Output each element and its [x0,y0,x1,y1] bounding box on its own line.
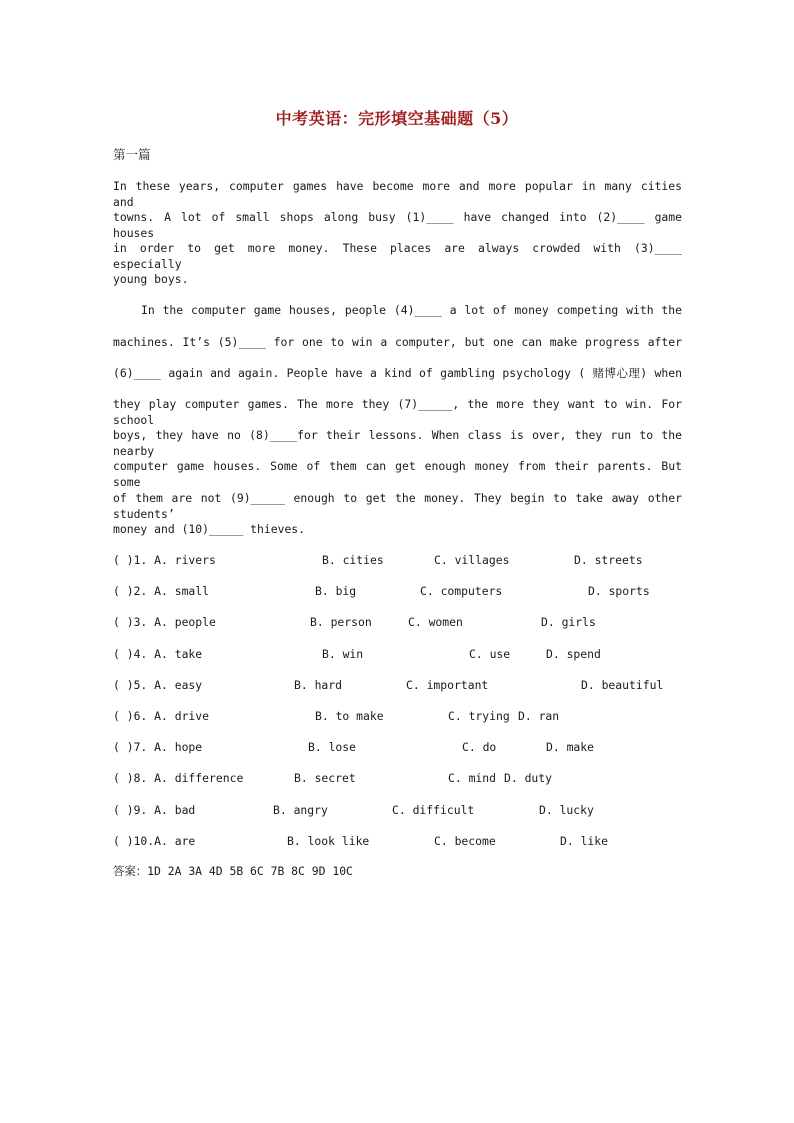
question-option-a: ( )9. A. bad [113,803,196,817]
question-option-d: D. beautiful [581,678,664,692]
question-option-b: B. to make [315,709,384,723]
question-option-d: D. streets [574,553,643,567]
question-option-a: ( )6. A. drive [113,709,210,723]
question-option-b: B. secret [294,771,356,785]
question-option-d: D. like [560,834,609,848]
question-option-a: ( )3. A. people [113,615,216,629]
question-option-c: C. use [469,647,511,661]
question-option-d: D. sports [588,584,650,598]
question-option-d: D. ran [518,709,560,723]
question-option-b: B. lose [308,740,357,754]
question-option-c: C. villages [434,553,510,567]
question-option-b: B. person [310,615,372,629]
question-option-c: C. difficult [392,803,475,817]
passage-line: machines. It’s (5)____ for one to win a computer, but one can make progress after [113,335,682,349]
question-option-a: ( )1. A. rivers [113,553,216,567]
passage-line: (6)____ again and again. People have a kind of gambling psychology ( 赌博心理) when [113,366,682,380]
question-option-c: C. computers [420,584,503,598]
section-heading: 第一篇 [113,147,151,162]
passage-line: computer game houses. Some of them can get enough money from their parents. But some [113,459,682,489]
question-option-d: D. duty [504,771,553,785]
question-option-c: C. become [434,834,496,848]
answer-key: 答案：1D 2A 3A 4D 5B 6C 7B 8C 9D 10C [113,864,353,878]
question-option-c: C. do [462,740,497,754]
passage-line: money and (10)_____ thieves. [113,522,306,536]
question-option-b: B. look like [287,834,370,848]
question-option-b: B. angry [273,803,328,817]
page-title: 中考英语：完形填空基础题（5） [275,109,519,128]
question-option-a: ( )4. A. take [113,647,203,661]
passage-line: they play computer games. The more they (7)_____, the more they want to win. For school [113,397,682,427]
question-option-a: ( )2. A. small [113,584,210,598]
question-option-a: ( )10.A. are [113,834,196,848]
question-option-c: C. women [408,615,463,629]
question-option-b: B. big [315,584,357,598]
question-option-b: B. cities [322,553,384,567]
question-option-c: C. mind [448,771,497,785]
question-option-b: B. win [322,647,364,661]
passage-line: boys, they have no (8)____for their lessons. When class is over, they run to the nearby [113,428,682,458]
question-option-d: D. make [546,740,595,754]
passage-line: In these years, computer games have become more and more popular in many cities and [113,179,682,209]
question-option-b: B. hard [294,678,343,692]
question-option-a: ( )7. A. hope [113,740,203,754]
passage-line: of them are not (9)_____ enough to get the money. They begin to take away other students’ [113,491,682,521]
passage-line: towns. A lot of small shops along busy (1)____ have changed into (2)____ game houses [113,210,682,240]
question-option-d: D. girls [541,615,596,629]
question-option-d: D. lucky [539,803,594,817]
passage-line: In the computer game houses, people (4)____ a lot of money competing with the [141,303,682,317]
question-option-d: D. spend [546,647,601,661]
question-option-c: C. important [406,678,489,692]
passage-line: in order to get more money. These places are always crowded with (3)____ especially [113,241,682,271]
passage-line: young boys. [113,272,189,286]
question-option-a: ( )8. A. difference [113,771,244,785]
question-option-a: ( )5. A. easy [113,678,203,692]
question-option-c: C. trying [448,709,510,723]
